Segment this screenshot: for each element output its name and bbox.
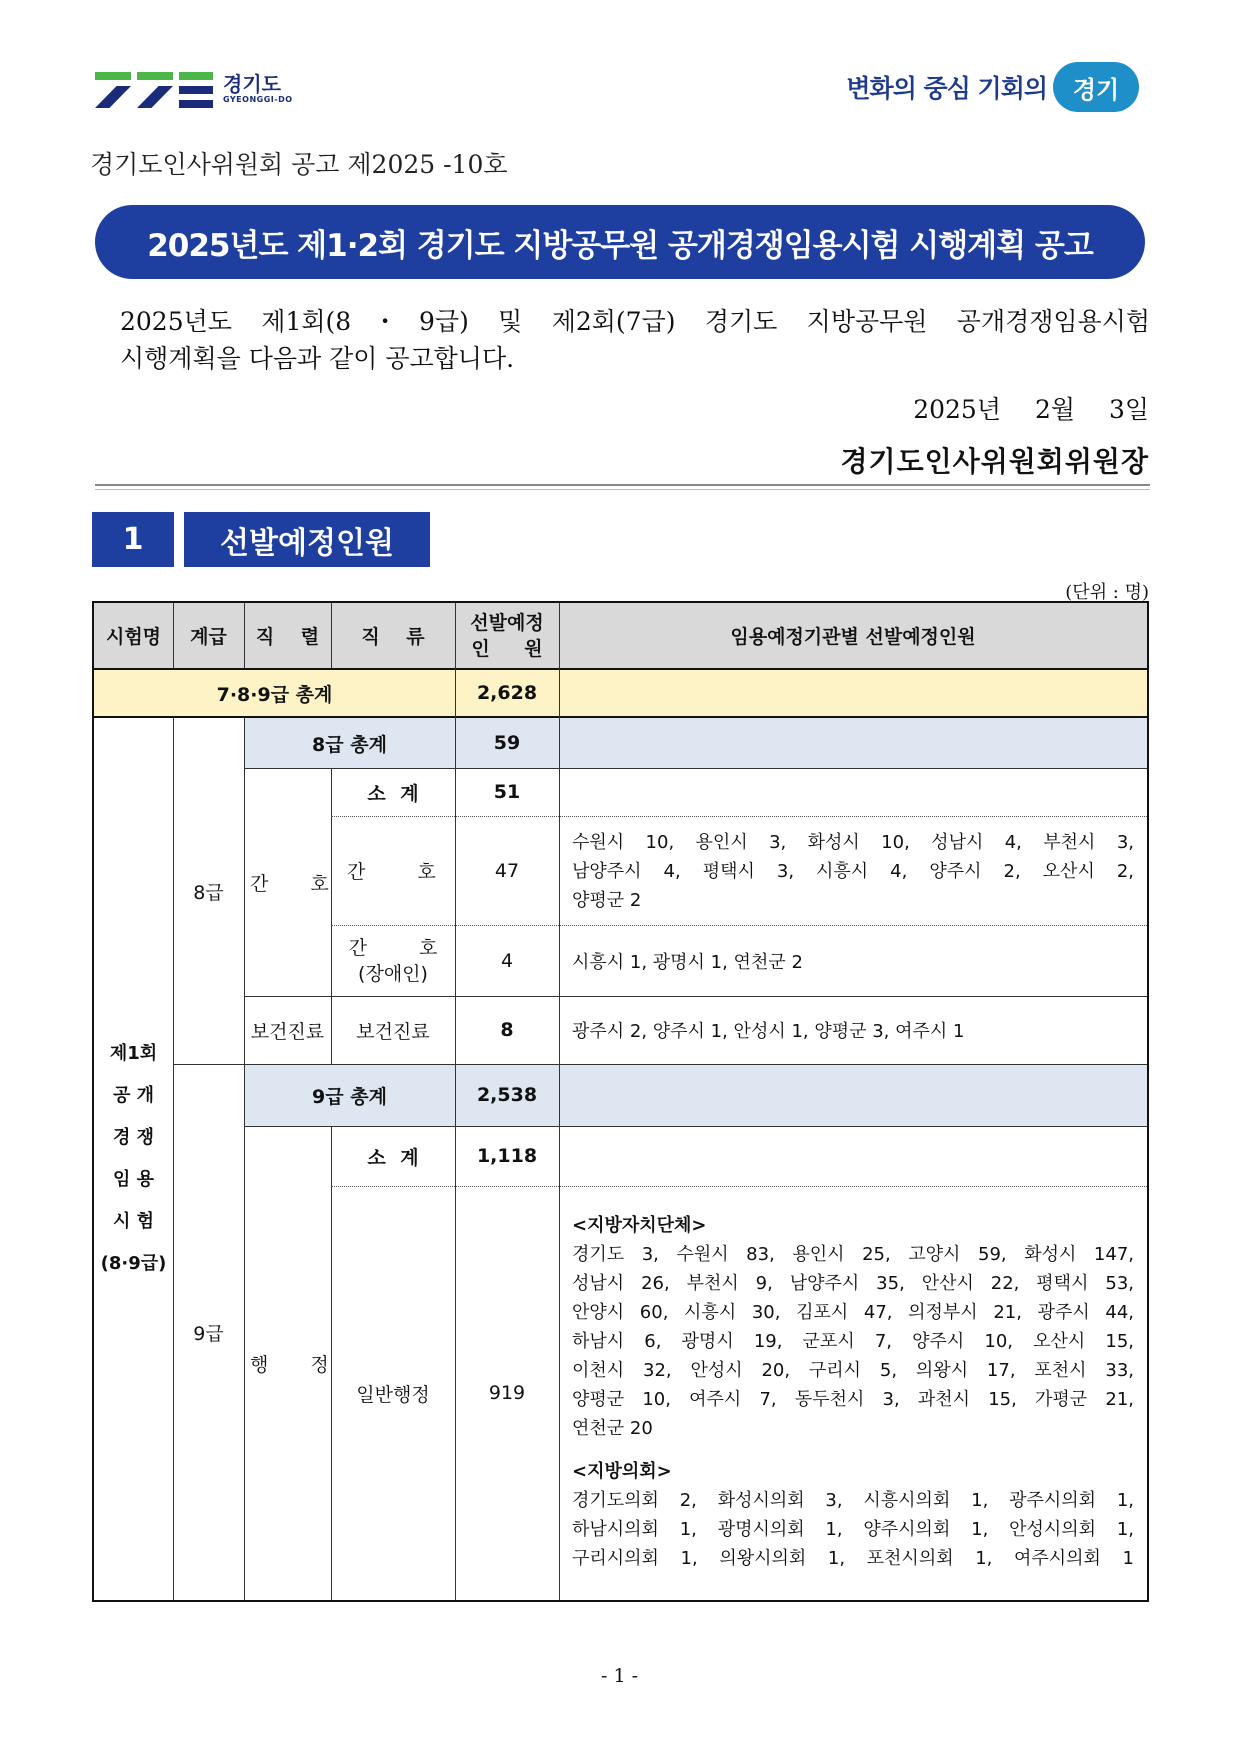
signer: 경기도인사위원회위원장	[840, 445, 1149, 478]
notice-date: 2025년 2월 3일	[913, 395, 1149, 424]
grade8-total-detail	[559, 718, 1147, 768]
local-gov-heading: <지방자치단체>	[572, 1215, 707, 1236]
nursing-detail-line: 양평군 2	[572, 890, 642, 911]
header-grade: 계급	[173, 603, 244, 668]
gyeonggi-logo	[95, 64, 293, 112]
class-nursing-disabled	[331, 925, 455, 996]
grade9-total-label: 9급 총계	[244, 1064, 455, 1126]
grand-total-detail	[559, 668, 1147, 718]
header-count-line1: 선발예정	[470, 611, 544, 634]
nursing-detail-line: 수원시 10, 용인시 3, 화성시 10, 성남시 4, 부천시 3,	[572, 832, 1134, 853]
logo-english-text: GYEONGGI-DO	[223, 94, 293, 104]
grade9-total-value: 2,538	[455, 1064, 559, 1126]
class-health: 보건진료	[356, 1020, 430, 1043]
page-title: 2025년도 제1·2회 경기도 지방공무원 공개경쟁임용시험 시행계획 공고	[95, 205, 1145, 279]
header-count-line2: 인 원	[471, 637, 543, 660]
header-series: 직 렬	[244, 603, 331, 668]
grand-total-label: 7·8·9급 총계	[94, 668, 455, 718]
section-title: 선발예정인원	[184, 512, 430, 567]
council-line: 경기도의회 2, 화성시의회 3, 시흥시의회 1, 광주시의회 1,	[572, 1490, 1134, 1511]
nursing-detail	[572, 828, 1134, 915]
unit-label: (단위 : 명)	[1065, 582, 1149, 603]
series-nursing: 간 호	[250, 872, 329, 895]
divider	[95, 484, 1150, 486]
local-gov-line: 경기도 3, 수원시 83, 용인시 25, 고양시 59, 화성시 147,	[572, 1244, 1134, 1265]
exam-name	[94, 718, 173, 1600]
class-nursing: 간 호	[347, 861, 436, 883]
header-count	[455, 603, 559, 668]
exam-name-line: 경 쟁	[112, 1127, 155, 1148]
divider	[95, 489, 1150, 490]
grade8-total-label: 8급 총계	[244, 718, 455, 768]
grade8-subtotal-value: 51	[493, 781, 521, 803]
section-number: 1	[92, 512, 174, 567]
grade-9: 9급	[193, 1322, 224, 1345]
intro-line-2: 시행계획을 다음과 같이 공고합니다.	[120, 344, 515, 373]
local-gov-line: 연천군 20	[572, 1418, 653, 1439]
general-admin-value: 919	[488, 1382, 526, 1404]
nursing-disabled-detail: 시흥시 1, 광명시 1, 연천군 2	[572, 951, 803, 973]
grade8-subtotal-label: 소 계	[367, 782, 419, 805]
health-value: 8	[500, 1019, 514, 1041]
general-admin-detail	[572, 1211, 1134, 1573]
class-nursing-disabled-l1: 간 호	[348, 936, 438, 959]
local-gov-line: 이천시 32, 안성시 20, 구리시 5, 의왕시 17, 포천시 33,	[572, 1360, 1134, 1381]
grade9-subtotal-value: 1,118	[476, 1145, 538, 1167]
exam-name-line: 공 개	[112, 1085, 155, 1106]
header-class: 직 류	[331, 603, 455, 668]
notice-number: 경기도인사위원회 공고 제2025 -10호	[90, 150, 508, 179]
grand-total-value: 2,628	[455, 668, 559, 718]
council-line: 하남시의회 1, 광명시의회 1, 양주시의회 1, 안성시의회 1,	[572, 1519, 1134, 1540]
exam-name-line: 임 용	[112, 1169, 155, 1190]
local-gov-line: 성남시 26, 부천시 9, 남양주시 35, 안산시 22, 평택시 53,	[572, 1273, 1134, 1294]
local-gov-line: 하남시 6, 광명시 19, 군포시 7, 양주시 10, 오산시 15,	[572, 1331, 1134, 1352]
local-gov-line: 양평군 10, 여주시 7, 동두천시 3, 과천시 15, 가평군 21,	[572, 1389, 1134, 1410]
gyeonggi-logo-mark	[95, 64, 213, 112]
health-detail: 광주시 2, 양주시 1, 안성시 1, 양평군 3, 여주시 1	[572, 1021, 965, 1042]
grade-8: 8급	[193, 881, 224, 904]
header-exam: 시험명	[94, 603, 173, 668]
grade9-subtotal-label: 소 계	[367, 1146, 419, 1169]
exam-name-line: (8·9급)	[100, 1253, 167, 1274]
gyeonggi-badge	[1053, 62, 1139, 112]
nursing-value: 47	[494, 859, 520, 882]
series-admin: 행 정	[250, 1353, 329, 1376]
nursing-disabled-value: 4	[500, 949, 514, 972]
council-heading: <지방의회>	[572, 1461, 672, 1482]
badge-text: 경기	[1072, 75, 1120, 104]
logo-korean-text: 경기도	[223, 71, 281, 96]
class-nursing-disabled-l2: (장애인)	[358, 962, 428, 985]
slogan-logo	[846, 62, 1139, 112]
header-detail: 임용예정기관별 선발예정인원	[559, 603, 1147, 668]
exam-name-line: 시 험	[112, 1211, 155, 1232]
grade9-total-detail	[559, 1064, 1147, 1126]
page-number: - 1 -	[600, 1665, 638, 1687]
local-gov-line: 안양시 60, 시흥시 30, 김포시 47, 의정부시 21, 광주시 44,	[572, 1302, 1134, 1323]
grade8-total-value: 59	[455, 718, 559, 768]
nursing-detail-line: 남양주시 4, 평택시 3, 시흥시 4, 양주시 2, 오산시 2,	[572, 861, 1134, 882]
intro-line-1: 2025년도 제1회(8・9급) 및 제2회(7급) 경기도 지방공무원 공개경쟁임용시험	[120, 307, 1150, 336]
council-line: 구리시의회 1, 의왕시의회 1, 포천시의회 1, 여주시의회 1	[572, 1548, 1134, 1569]
slogan-text: 변화의 중심 기회의	[846, 74, 1047, 103]
class-general-admin: 일반행정	[356, 1383, 430, 1406]
series-health: 보건진료	[250, 1020, 325, 1043]
recruitment-table	[92, 601, 1149, 1602]
exam-name-line: 제1회	[109, 1043, 158, 1064]
